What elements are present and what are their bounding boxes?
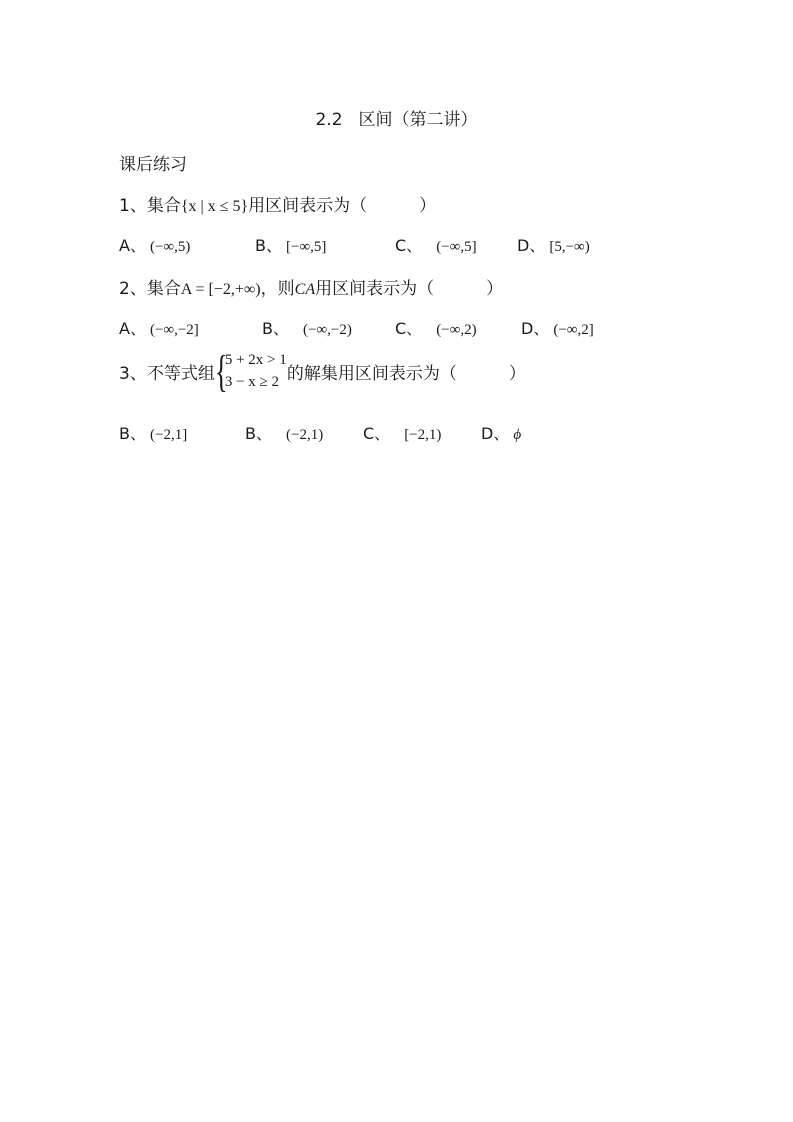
q1-option-c-value: (−∞,5]	[436, 239, 477, 255]
q3-option-a-letter: B、	[119, 424, 146, 443]
q2-complement: CA	[294, 281, 316, 298]
q1-option-d-letter: D、	[517, 236, 546, 255]
q3-suffix: 的解集用区间表示为（	[286, 364, 457, 384]
q2-close: ）	[486, 279, 504, 299]
q2-option-a-value: (−∞,−2]	[149, 322, 199, 338]
q3-option-a	[119, 421, 187, 444]
q2-option-c-value: (−∞,2)	[436, 322, 477, 338]
question-3	[119, 347, 526, 396]
q2-option-b-letter: B、	[262, 319, 289, 338]
q2-set: A = [−2,+∞)	[180, 281, 261, 298]
q2-option-d	[521, 316, 594, 339]
section-heading: 课后练习	[119, 155, 187, 175]
q3-option-b	[245, 421, 323, 444]
q1-option-a-letter: A、	[119, 236, 146, 255]
q3-option-c-value: [−2,1)	[404, 427, 442, 443]
q3-option-d	[481, 421, 521, 444]
q2-option-c	[395, 316, 477, 339]
q1-option-a-value: (−∞,5)	[149, 239, 191, 255]
q2-option-a-letter: A、	[119, 319, 146, 338]
q3-option-b-value: (−2,1)	[285, 427, 324, 443]
q1-option-c	[395, 233, 477, 256]
q1-set: {x | x ≤ 5}	[180, 198, 249, 215]
q1-option-b-value: [−∞,5]	[285, 239, 327, 255]
q2-option-a	[119, 316, 199, 339]
q2-option-d-letter: D、	[521, 319, 550, 338]
q3-option-c-letter: C、	[363, 424, 391, 443]
q1-option-d-value: [5,−∞)	[549, 239, 590, 255]
q3-option-d-value: ϕ	[513, 427, 522, 443]
q1-close: ）	[419, 196, 437, 216]
q1-prefix: 1、集合	[119, 196, 181, 216]
q3-close: ）	[508, 364, 526, 384]
q1-option-d	[517, 233, 590, 256]
q2-suffix: 用区间表示为（	[315, 279, 435, 299]
inequality-system	[214, 347, 287, 396]
q3-prefix: 3、不等式组	[119, 364, 215, 384]
q1-option-b-letter: B、	[255, 236, 282, 255]
inequality-1: 5 + 2x > 1	[224, 352, 287, 368]
q3-option-b-letter: B、	[245, 424, 272, 443]
q3-option-d-letter: D、	[481, 424, 510, 443]
q1-option-c-letter: C、	[395, 236, 423, 255]
title-text: 区间（第二讲）	[358, 110, 478, 130]
q3-option-a-value: (−2,1]	[149, 427, 188, 443]
q2-option-d-value: (−∞,2]	[553, 322, 594, 338]
q2-option-c-letter: C、	[395, 319, 423, 338]
q2-option-b-value: (−∞,−2)	[302, 322, 352, 338]
q1-suffix: 用区间表示为（	[248, 196, 368, 216]
q2-option-b	[262, 316, 352, 339]
q1-option-b	[255, 233, 326, 256]
question-2	[119, 274, 503, 299]
inequality-2: 3 − x ≥ 2	[224, 374, 280, 390]
q2-prefix: 2、集合	[119, 279, 181, 299]
q2-mid: ，则	[260, 279, 295, 299]
q1-option-a	[119, 233, 190, 256]
left-brace: {	[214, 347, 228, 396]
question-1	[119, 191, 436, 216]
page-title	[0, 105, 793, 130]
q3-option-c	[363, 421, 441, 444]
title-number: 2.2	[315, 110, 343, 130]
